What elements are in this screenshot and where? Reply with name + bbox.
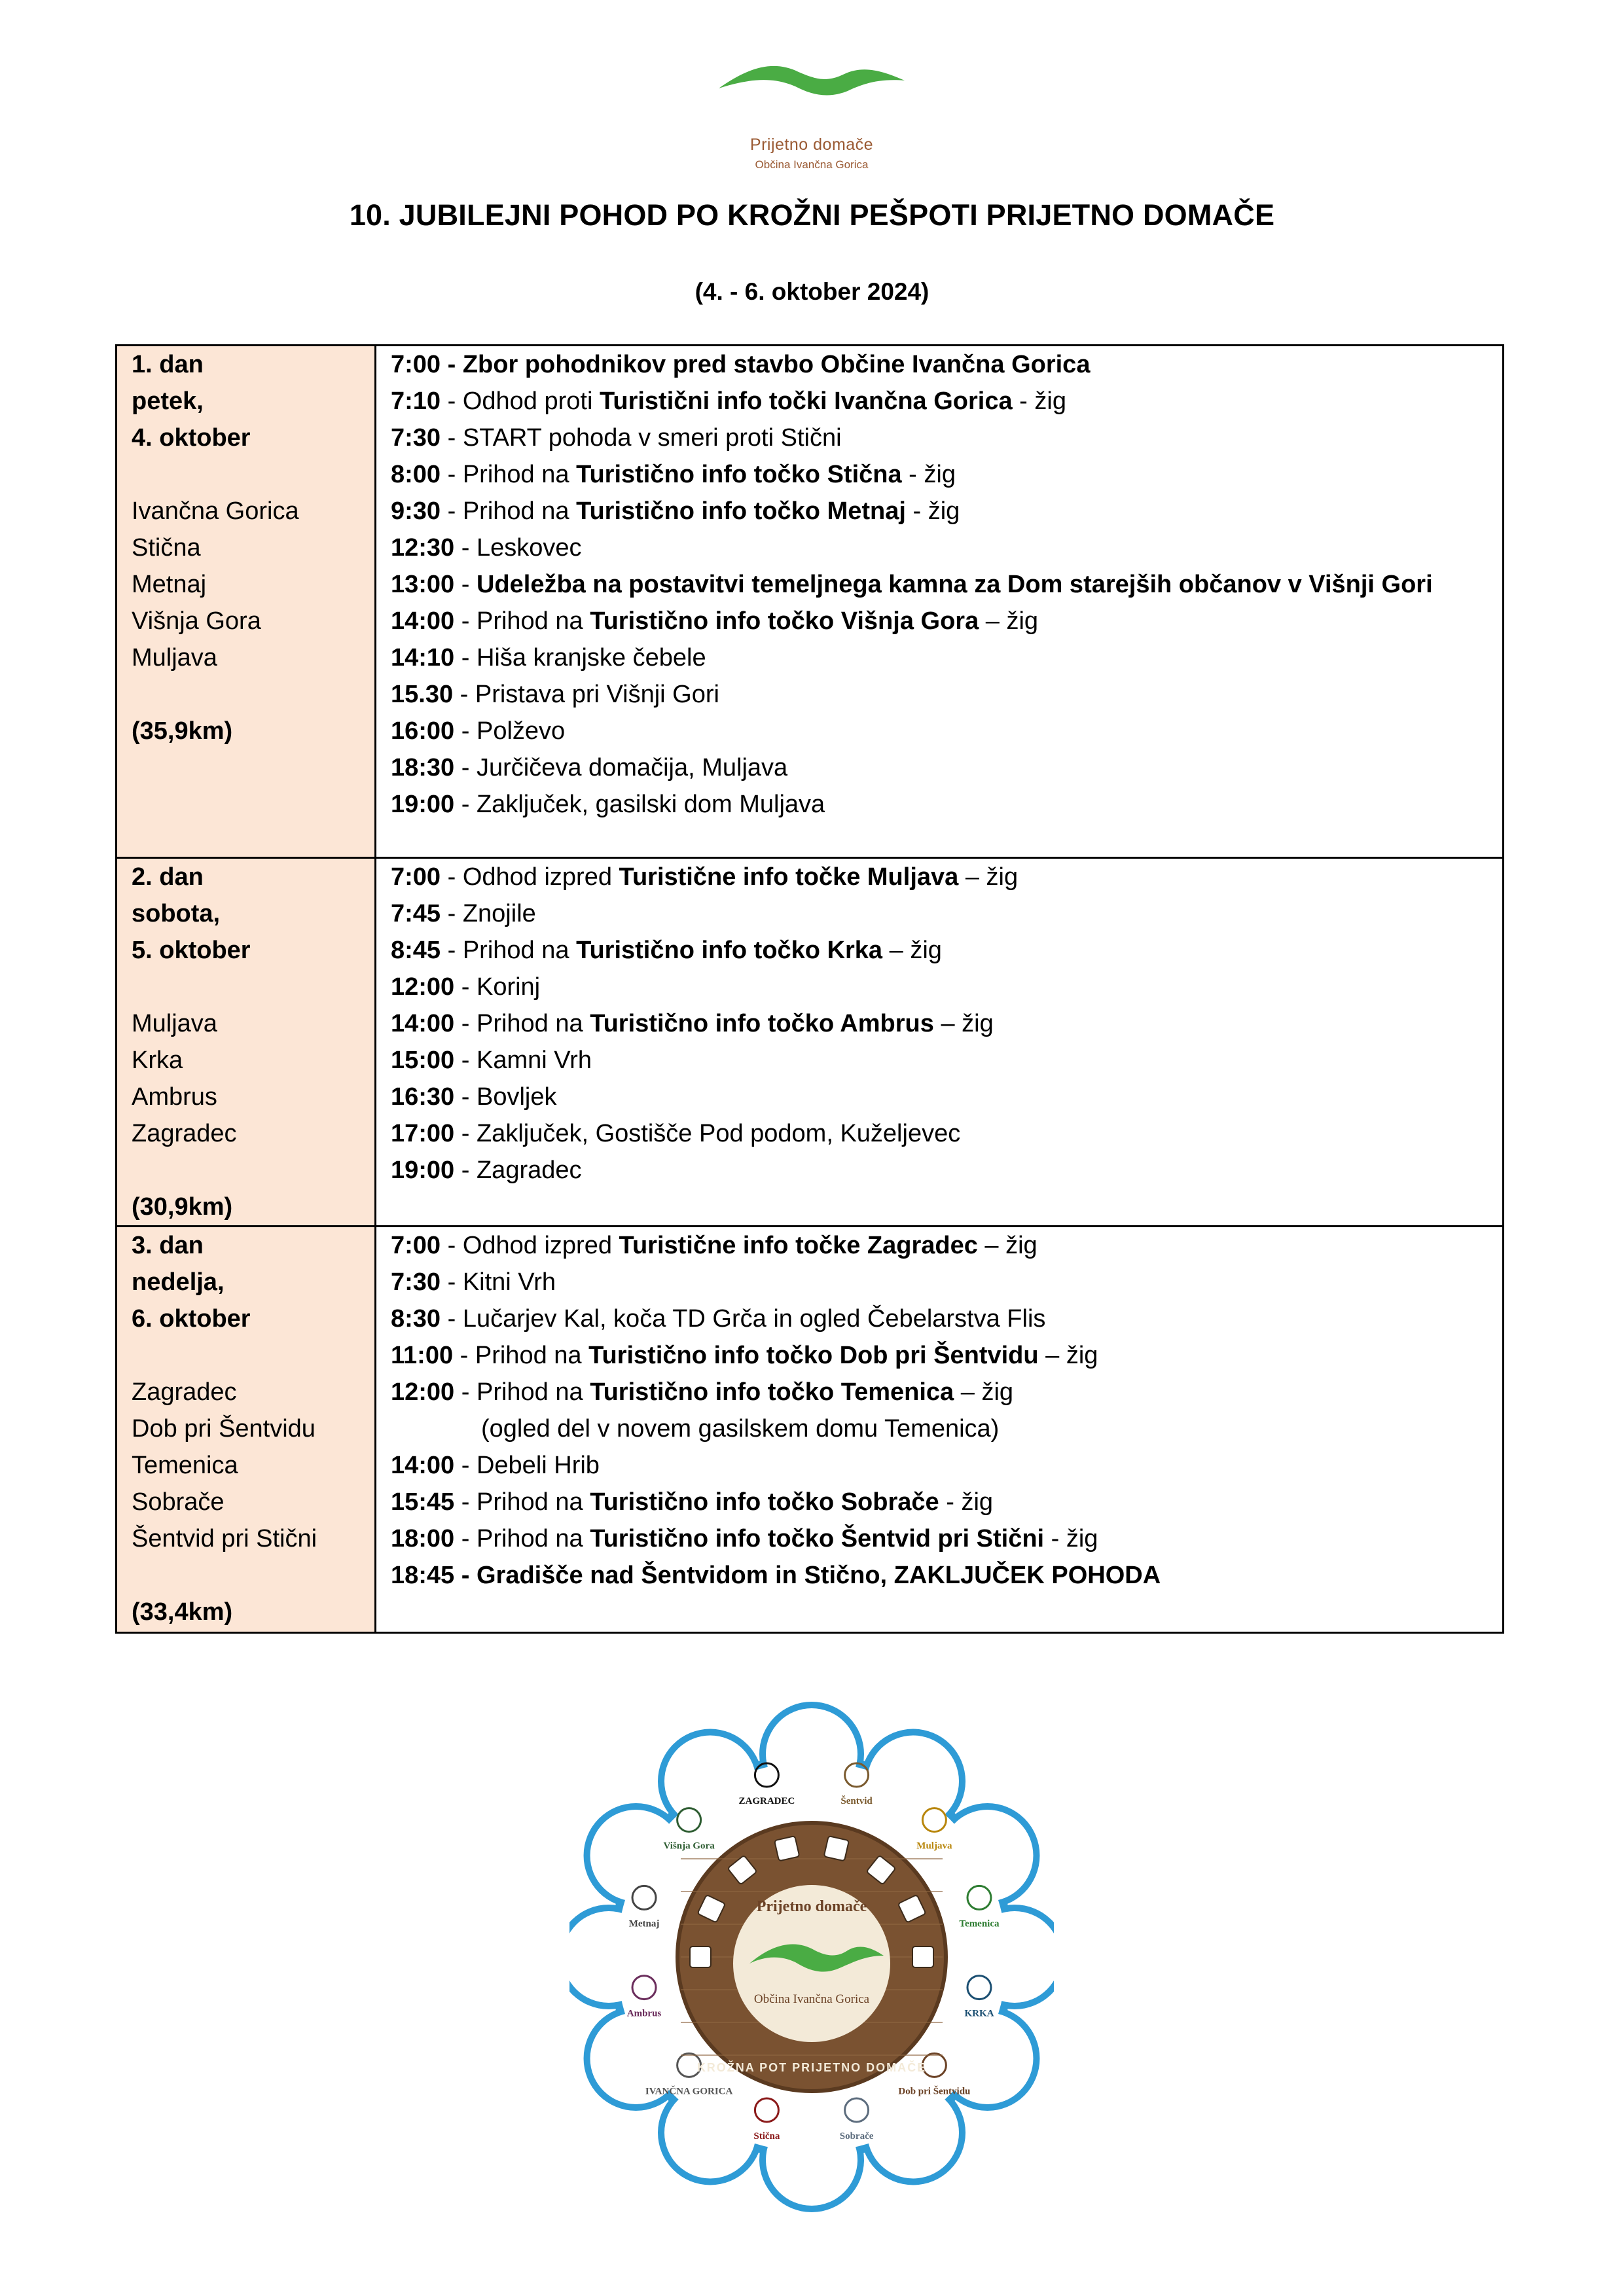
schedule-body — [117, 346, 1504, 1633]
schedule-event — [391, 603, 1502, 639]
day-label: 1. dan — [132, 351, 204, 378]
event-text: - — [441, 351, 463, 378]
event-time: 18:30 — [391, 754, 455, 781]
event-time: 16:30 — [391, 1083, 455, 1111]
schedule-event — [391, 895, 1502, 932]
event-text: Turistično info točko Šentvid pri Stični — [590, 1525, 1045, 1552]
event-text: Turistično info točko Stična — [576, 461, 902, 488]
place-name: Metnaj — [132, 571, 207, 598]
event-text: Turistično info točko Metnaj — [576, 497, 906, 525]
schedule-event — [391, 1005, 1502, 1042]
event-text: Turistično info točko Krka — [576, 937, 883, 964]
place-name: Sobrače — [132, 1488, 225, 1516]
event-text: - Odhod proti — [441, 387, 600, 415]
schedule-event — [391, 1115, 1502, 1152]
schedule-event — [391, 1447, 1502, 1484]
page-title: 10. JUBILEJNI POHOD PO KROŽNI PEŠPOTI PRIJETNO DOMAČE — [349, 198, 1275, 232]
schedule-event — [391, 859, 1502, 895]
event-text: - Prihod na — [454, 1378, 590, 1406]
schedule-event — [391, 383, 1502, 420]
event-text: - Pristava pri Višnji Gori — [453, 681, 719, 708]
day-row — [117, 858, 1504, 1227]
event-time: 7:30 — [391, 424, 441, 452]
station-label: Šentvid — [840, 1796, 873, 1807]
event-text: - Kamni Vrh — [454, 1047, 592, 1074]
day-date: 5. oktober — [132, 937, 251, 964]
event-text: - Polževo — [454, 717, 566, 745]
place-name: Zagradec — [132, 1378, 237, 1406]
schedule-event — [391, 1042, 1502, 1079]
schedule-event — [391, 1484, 1502, 1520]
event-text: - Lučarjev Kal, koča TD Grča in ogled Čebelarstva Flis — [441, 1305, 1046, 1333]
event-text: - žig — [905, 497, 960, 525]
event-time: 14:00 — [391, 1452, 455, 1479]
schedule-event — [391, 639, 1502, 676]
event-text: - žig — [901, 461, 956, 488]
header-logo — [713, 49, 910, 180]
spacer — [132, 1152, 374, 1189]
schedule-event — [391, 1079, 1502, 1115]
day-row — [117, 1227, 1504, 1633]
event-text: – žig — [977, 1232, 1038, 1259]
event-time: 15:45 — [391, 1488, 455, 1516]
place-name: Šentvid pri Stični — [132, 1525, 317, 1552]
route-distance: (35,9km) — [132, 717, 233, 745]
schedule-event — [391, 420, 1502, 456]
event-text: - Prihod na — [441, 937, 577, 964]
day-date: 4. oktober — [132, 424, 251, 452]
schedule-event — [391, 566, 1502, 603]
event-time: 11:00 — [391, 1342, 454, 1369]
event-text: Turistično info točko Dob pri Šentvidu — [588, 1342, 1039, 1369]
place-name: Krka — [132, 1047, 183, 1074]
place-name: Dob pri Šentvidu — [132, 1415, 316, 1443]
event-time: 7:10 — [391, 387, 441, 415]
event-text: Gradišče nad Šentvidom in Stično, ZAKLJUČEK POHODA — [476, 1562, 1161, 1589]
route-distance: (30,9km) — [132, 1193, 233, 1221]
event-time: 15.30 — [391, 681, 454, 708]
place-name: Muljava — [132, 1010, 217, 1037]
day-info-cell — [117, 858, 376, 1227]
schedule-event — [391, 1300, 1502, 1337]
event-text: - Korinj — [454, 973, 541, 1001]
event-time: 8:00 — [391, 461, 441, 488]
schedule-event — [391, 969, 1502, 1005]
schedule-event — [391, 1227, 1502, 1264]
schedule-event — [391, 1557, 1502, 1594]
place-name: Temenica — [132, 1452, 238, 1479]
place-name: Stična — [132, 534, 201, 562]
place-name: Muljava — [132, 644, 217, 672]
event-time: 9:30 — [391, 497, 441, 525]
event-text: - Prihod na — [441, 497, 577, 525]
schedule-event — [391, 676, 1502, 713]
schedule-event — [391, 1152, 1502, 1189]
badge-ring-text: KROŽNA POT PRIJETNO DOMAČE — [696, 2061, 927, 2074]
event-text: - Odhod izpred — [441, 863, 619, 891]
event-text: - žig — [1044, 1525, 1098, 1552]
day-weekday: petek, — [132, 387, 204, 415]
event-text: - START pohoda v smeri proti Stični — [441, 424, 842, 452]
schedule-event — [391, 346, 1502, 383]
event-text: - Prihod na — [454, 607, 590, 635]
event-text: – žig — [882, 937, 942, 964]
schedule-table — [115, 344, 1504, 1634]
event-time: 14:00 — [391, 607, 455, 635]
schedule-event — [391, 713, 1502, 749]
spacer — [132, 1337, 374, 1374]
route-distance: (33,4km) — [132, 1598, 233, 1626]
day-events-cell — [376, 1227, 1504, 1633]
event-time: 14:10 — [391, 644, 455, 672]
event-text: - Prihod na — [454, 1010, 590, 1037]
schedule-event — [391, 1264, 1502, 1300]
event-time: 13:00 — [391, 571, 455, 598]
event-text: - Prihod na — [453, 1342, 589, 1369]
event-text: - Zagradec — [454, 1157, 582, 1184]
day-info-cell — [117, 346, 376, 858]
event-time: 7:45 — [391, 900, 441, 927]
event-text: Zbor pohodnikov pred stavbo Občine Ivančna Gorica — [462, 351, 1091, 378]
event-text: Turistično info točko Sobrače — [590, 1488, 939, 1516]
schedule-event — [391, 456, 1502, 493]
event-time: 14:00 — [391, 1010, 455, 1037]
station-label: Muljava — [916, 1840, 952, 1852]
event-text: - Prihod na — [454, 1488, 590, 1516]
event-time: 7:00 — [391, 863, 441, 891]
day-info-cell — [117, 1227, 376, 1633]
event-text: Turistično info točko Višnja Gora — [590, 607, 979, 635]
event-time: 16:00 — [391, 717, 455, 745]
route-badge-graphic — [569, 1702, 1054, 2212]
station-label: Metnaj — [628, 1918, 660, 1929]
day-events-cell — [376, 858, 1504, 1227]
station-label: Ambrus — [626, 2008, 662, 2019]
station-label: Dob pri Šentvidu — [898, 2086, 971, 2097]
event-time: 8:45 — [391, 937, 441, 964]
event-text: - Prihod na — [454, 1525, 590, 1552]
schedule-event — [391, 529, 1502, 566]
day-events-cell — [376, 346, 1504, 858]
event-time: 19:00 — [391, 791, 455, 818]
spacer — [132, 676, 374, 713]
event-time: 12:30 — [391, 534, 455, 562]
event-time: 8:30 — [391, 1305, 441, 1333]
schedule-event — [391, 1520, 1502, 1557]
event-text: Turistične info točke Zagradec — [619, 1232, 978, 1259]
event-text: (ogled del v novem gasilskem domu Temenica) — [481, 1415, 1000, 1443]
event-time: 17:00 — [391, 1120, 455, 1147]
event-text: - — [454, 1562, 477, 1589]
event-text: Turistično info točko Ambrus — [590, 1010, 934, 1037]
event-time: 18:00 — [391, 1525, 455, 1552]
event-time: 18:45 — [391, 1562, 455, 1589]
place-name: Zagradec — [132, 1120, 237, 1147]
logo-subtitle: Občina Ivančna Gorica — [755, 158, 869, 171]
event-text: - Odhod izpred — [441, 1232, 619, 1259]
station-label: IVANČNA GORICA — [645, 2086, 733, 2097]
schedule-event — [391, 786, 1502, 823]
event-time: 7:00 — [391, 351, 441, 378]
event-text: - Jurčičeva domačija, Muljava — [454, 754, 788, 781]
event-time: 12:00 — [391, 1378, 455, 1406]
event-text: Turistično info točko Temenica — [590, 1378, 954, 1406]
event-text: - Prihod na — [441, 461, 577, 488]
schedule-event — [391, 932, 1502, 969]
event-text: - Debeli Hrib — [454, 1452, 600, 1479]
schedule-event — [391, 493, 1502, 529]
badge-center-subtitle: Občina Ivančna Gorica — [753, 1992, 870, 2006]
route-badge — [569, 1702, 1054, 2212]
station-label: Temenica — [959, 1918, 1000, 1929]
place-name: Ivančna Gorica — [132, 497, 299, 525]
station-label: Stična — [753, 2130, 780, 2142]
place-name: Višnja Gora — [132, 607, 261, 635]
event-text: - Znojile — [441, 900, 536, 927]
event-text: – žig — [933, 1010, 994, 1037]
event-text: - Leskovec — [454, 534, 582, 562]
event-text: - — [454, 571, 477, 598]
event-text: – žig — [958, 863, 1019, 891]
hills-logo-icon — [713, 49, 910, 134]
day-label: 2. dan — [132, 863, 204, 891]
event-time: 19:00 — [391, 1157, 455, 1184]
event-text: Turistični info točki Ivančna Gorica — [599, 387, 1013, 415]
schedule-event — [391, 749, 1502, 786]
day-label: 3. dan — [132, 1232, 204, 1259]
activity-pictogram-icon — [912, 1946, 933, 1967]
schedule-event — [391, 1374, 1502, 1410]
event-text: - Zaključek, gasilski dom Muljava — [454, 791, 825, 818]
day-weekday: sobota, — [132, 900, 221, 927]
event-text: - Zaključek, Gostišče Pod podom, Kuželjevec — [454, 1120, 961, 1147]
event-text: - Hiša kranjske čebele — [454, 644, 706, 672]
place-name: Ambrus — [132, 1083, 217, 1111]
day-weekday: nedelja, — [132, 1268, 225, 1296]
event-dates: (4. - 6. oktober 2024) — [695, 278, 929, 305]
activity-pictogram-icon — [824, 1836, 849, 1861]
badge-center-title: Prijetno domače — [756, 1898, 867, 1915]
event-time: 12:00 — [391, 973, 455, 1001]
logo-name: Prijetno domače — [749, 135, 874, 154]
spacer — [132, 1557, 374, 1594]
event-text: - Kitni Vrh — [441, 1268, 556, 1296]
event-text: Udeležba na postavitvi temeljnega kamna za Dom starejših občanov v Višnji Gori — [476, 571, 1433, 598]
event-time: 7:30 — [391, 1268, 441, 1296]
station-label: KRKA — [964, 2008, 994, 2019]
event-text: – žig — [1038, 1342, 1098, 1369]
event-text: – žig — [954, 1378, 1014, 1406]
schedule-event — [391, 1410, 1502, 1447]
station-label: Sobrače — [839, 2130, 874, 2142]
station-label: Višnja Gora — [663, 1840, 715, 1852]
event-time: 15:00 — [391, 1047, 455, 1074]
day-date: 6. oktober — [132, 1305, 251, 1333]
event-time: 7:00 — [391, 1232, 441, 1259]
event-text: – žig — [979, 607, 1039, 635]
schedule-event — [391, 1337, 1502, 1374]
event-text: - Bovljek — [454, 1083, 557, 1111]
event-text: - žig — [1012, 387, 1066, 415]
day-row — [117, 346, 1504, 858]
station-label: ZAGRADEC — [738, 1796, 795, 1807]
activity-pictogram-icon — [774, 1836, 799, 1861]
spacer — [132, 969, 374, 1005]
spacer — [132, 456, 374, 493]
activity-pictogram-icon — [690, 1946, 711, 1967]
event-text: - žig — [939, 1488, 994, 1516]
event-text: Turistične info točke Muljava — [619, 863, 959, 891]
